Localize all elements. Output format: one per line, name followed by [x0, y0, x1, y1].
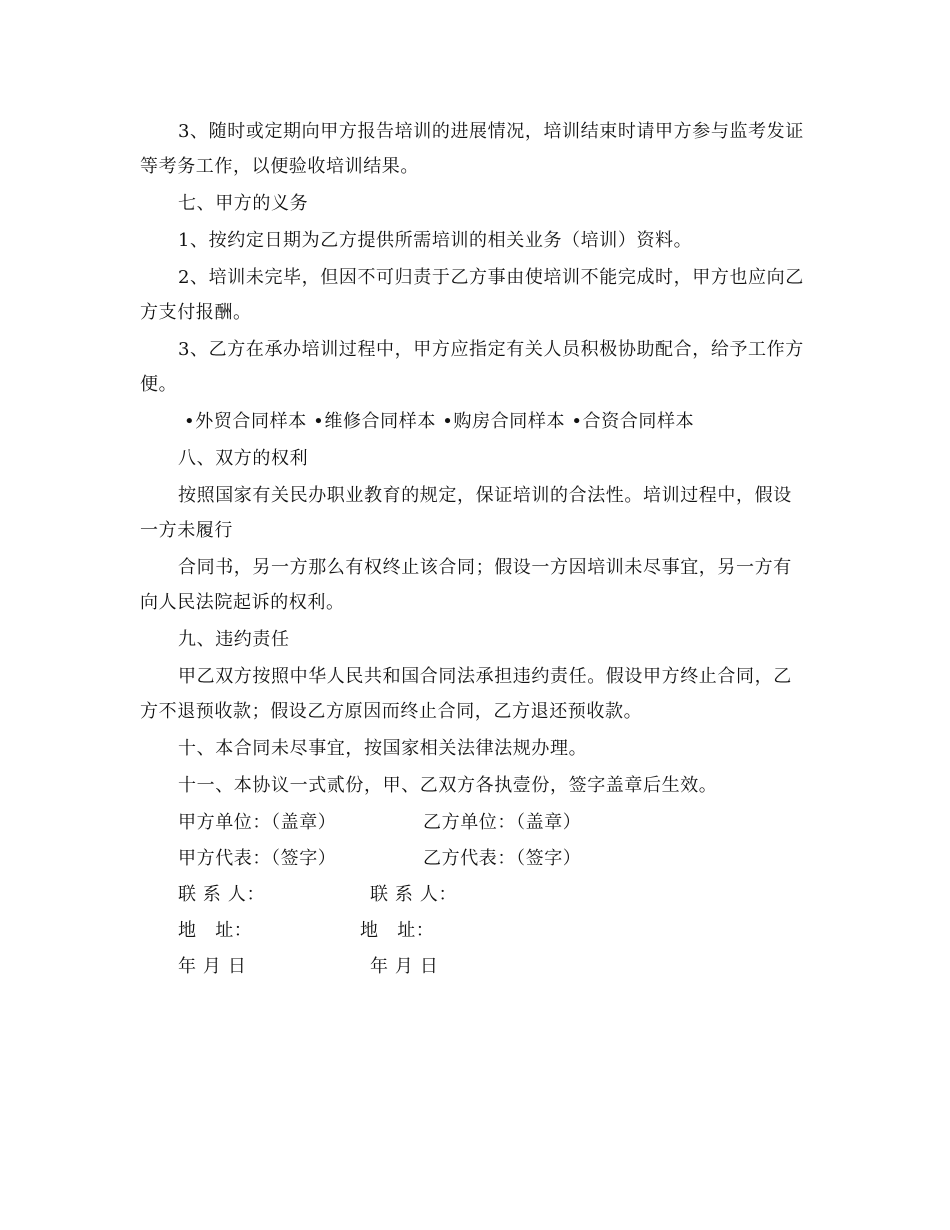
clause-7-2-line-1: 2、培训未完毕，但因不可归责于乙方事由使培训不能完成时，甲方也应向乙 [178, 267, 804, 288]
related-links-line: •外贸合同样本 •维修合同样本 •购房合同样本 •合资合同样本 [184, 411, 695, 432]
section-7-heading: 七、甲方的义务 [178, 193, 309, 214]
clause-7-2-line-2: 方支付报酬。 [140, 302, 252, 323]
section-9-line-2: 方不退预收款；假设乙方原因而终止合同，乙方退还预收款。 [140, 701, 643, 722]
clause-7-3-line-2: 便。 [140, 374, 178, 395]
clause-7-1: 1、按约定日期为乙方提供所需培训的相关业务（培训）资料。 [178, 230, 693, 251]
party-a-representative: 甲方代表：（签字） [178, 848, 337, 869]
clause-7-3-line-1: 3、乙方在承办培训过程中，甲方应指定有关人员积极协助配合，给予工作方 [178, 339, 804, 360]
section-8-line-2: 一方未履行 [140, 520, 233, 541]
section-8-line-1: 按照国家有关民办职业教育的规定，保证培训的合法性。培训过程中，假设 [178, 485, 792, 506]
party-a-unit: 甲方单位：（盖章） [178, 812, 337, 833]
section-11: 十一、本协议一式贰份，甲、乙双方各执壹份，签字盖章后生效。 [178, 775, 718, 796]
party-a-address: 地 址： [178, 920, 253, 941]
party-b-date: 年 月 日 [370, 956, 439, 977]
party-a-date: 年 月 日 [178, 956, 247, 977]
clause-6-3-line-2: 等考务工作，以便验收培训结果。 [140, 156, 419, 177]
section-10: 十、本合同未尽事宜，按国家相关法律法规办理。 [178, 738, 588, 759]
section-8-line-3: 合同书，另一方那么有权终止该合同；假设一方因培训未尽事宜，另一方有 [178, 557, 792, 578]
section-9-line-1: 甲乙双方按照中华人民共和国合同法承担违约责任。假设甲方终止合同，乙 [178, 666, 792, 687]
party-a-contact: 联 系 人： [178, 884, 266, 905]
clause-6-3-line-1: 3、随时或定期向甲方报告培训的进展情况，培训结束时请甲方参与监考发证 [178, 121, 804, 142]
party-b-unit: 乙方单位：（盖章） [423, 812, 582, 833]
section-8-line-4: 向人民法院起诉的权利。 [140, 592, 345, 613]
section-8-heading: 八、双方的权利 [178, 448, 309, 469]
party-b-representative: 乙方代表：（签字） [423, 848, 582, 869]
party-b-address: 地 址： [360, 920, 435, 941]
party-b-contact: 联 系 人： [370, 884, 458, 905]
section-9-heading: 九、违约责任 [178, 629, 290, 650]
